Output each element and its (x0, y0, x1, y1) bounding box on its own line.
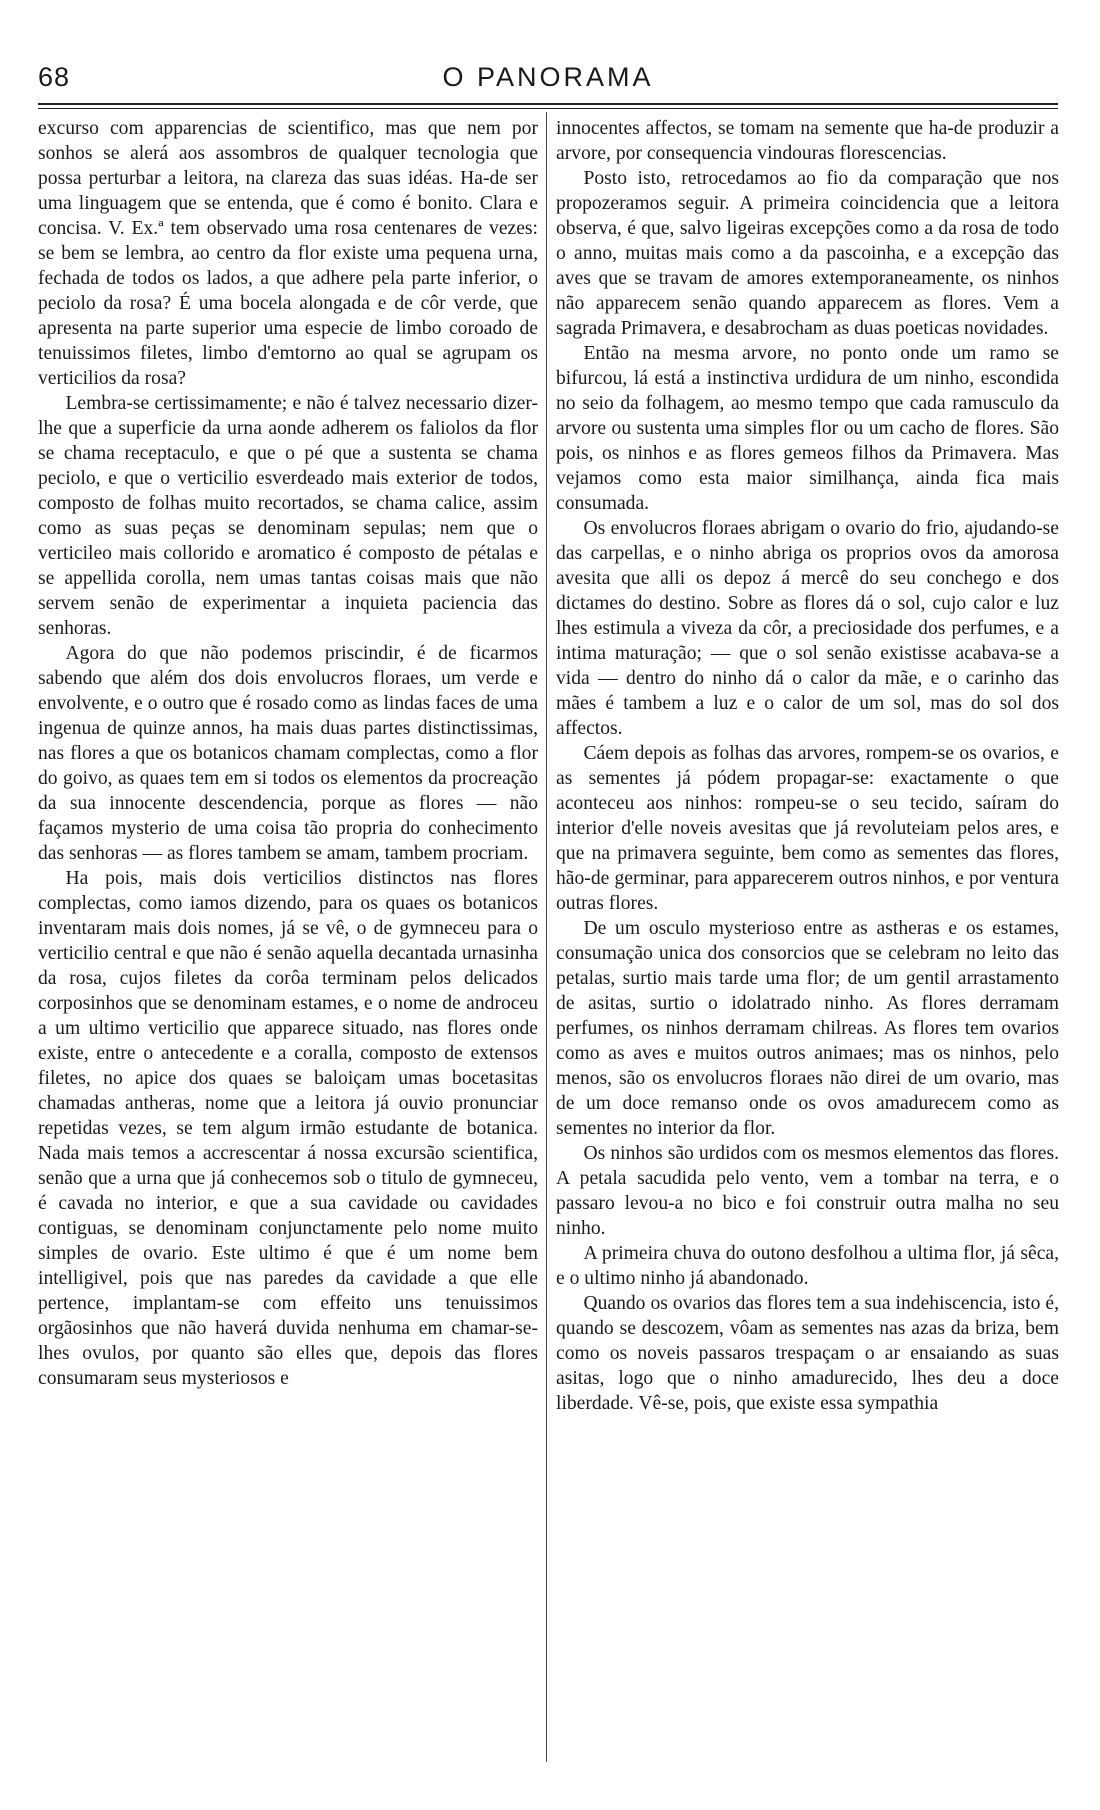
page-header (38, 62, 1058, 102)
right-paragraph-8: A primeira chuva do outono desfolhou a ultima flor, já sêca, e o ultimo ninho já abandonado. (556, 1243, 1059, 1289)
column-divider (546, 112, 547, 1762)
left-paragraph-3: Agora do que não podemos priscindir, é de ficarmos sabendo que além dos dois envolucros floraes, um verde e envolvente, e o outro que é rosado como as lindas faces de uma ingenua de quinze annos, ha mais duas partes distinctissimas, nas flores a que os botanicos chamam complectas, como a flor do goivo, as quaes tem em si todos os elementos da procreação da sua innocente descendencia, porque as flores — não façamos mysterio de uma coisa tão propria do conhecimento das senhoras — as flores tambem se amam, tambem procriam. (38, 643, 538, 864)
left-paragraph-4: Ha pois, mais dois verticilios distinctos nas flores complectas, como iamos dizendo, para os quaes os botanicos inventaram mais dois nomes, já se vê, o de gymneceu para o verticilio central e que não é senão aquella decantada urnasinha da rosa, cujos filetes da corôa terminam pelos delicados corposinhos que se denominam estames, e o nome de androceu a um ultimo verticilio que apparece situado, nas flores onde existe, entre o antecedente e a coralla, composto de extensos filetes, no apice dos quaes se baloiçam umas bocetasitas chamadas antheras, nome que a leitora já ouvio pronunciar repetidas vezes, se tem algum irmão estudante de botanica. Nada mais temos a accrescentar á nossa excursão scientifica, senão que a urna que já conhecemos sob o titulo de gymneceu, é cavada no interior, e que a sua cavidade ou cavidades contiguas, se denominam conjunctamente pelo nome muito simples de ovario. Este ultimo é que é um nome bem intelligivel, pois que nas paredes da cavidade a que elle pertence, implantam-se com effeito uns tenuissimos orgãosinhos que não haverá duvida nenhuma em chamar-se-lhes ovulos, por quanto são elles que, depois das flores consumaram seus mysteriosos e (38, 868, 538, 1389)
left-column (38, 116, 538, 1766)
right-paragraph-4: Os envolucros floraes abrigam o ovario do frio, ajudando-se das carpellas, e o ninho abriga os proprios ovos da amorosa avesita que alli os depoz á mercê do seu conchego e dos dictames do destino. Sobre as flores dá o sol, cujo calor e luz lhes estimula a viveza da côr, a preciosidade dos perfumes, e a intima maturação; — que o sol senão existisse acabava-se a vida — dentro do ninho dá o calor da mãe, e o carinho das mães é tambem a luz e o calor de um sol, mas do sol dos affectos. (556, 518, 1059, 739)
right-paragraph-2: Posto isto, retrocedamos ao fio da comparação que nos propozeramos seguir. A primeira coincidencia que a leitora observa, é que, salvo ligeiras excepções como a da rosa de todo o anno, muitas mais como a da pascoinha, e a excepção das aves que se travam de amores extemporaneamente, os ninhos não apparecem senão quando apparecem as flores. Vem a sagrada Primavera, e desabrocham as duas poeticas novidades. (556, 168, 1059, 339)
right-paragraph-3: Então na mesma arvore, no ponto onde um ramo se bifurcou, lá está a instinctiva urdidura de um ninho, escondida no seio da folhagem, ao mesmo tempo que cada ramusculo da arvore ou sustenta uma simples flor ou um cacho de flores. São pois, os ninhos e as flores gemeos filhos da Primavera. Mas vejamos como esta maior similhança, ainda fica mais consumada. (556, 343, 1059, 514)
header-rule (38, 103, 1058, 109)
left-paragraph-2: Lembra-se certissimamente; e não é talvez necessario dizer-lhe que a superficie da urna aonde adherem os faliolos da flor se chama receptaculo, e que o pé que a sustenta se chama peciolo, e que o verticilio esverdeado mais exterior de todos, composto de folhas muito recortados, se chama calice, assim como as suas peças se denominam sepulas; nem que o verticileo mais collorido e aromatico é composto de pétalas e se appellida corolla, nem umas tantas coisas mais que não servem senão de experimentar a inquieta paciencia das senhoras. (38, 393, 538, 639)
right-paragraph-6: De um osculo mysterioso entre as astheras e os estames, consumação unica dos consorcios que se celebram no leito das petalas, surtio mais tarde uma flor; de um gentil arrastamento de asitas, surtio o idolatrado ninho. As flores derramam perfumes, os ninhos derramam chilreas. As flores tem ovarios como as aves e muitos outros animaes; mas os ninhos, pelo menos, são os envolucros floraes não direi de um ovario, mas de um doce remanso onde os ovos amadurecem como as sementes no interior da flor. (556, 918, 1059, 1139)
right-paragraph-9: Quando os ovarios das flores tem a sua indehiscencia, isto é, quando se descozem, vôam as sementes nas azas da briza, bem como os noveis passaros trespaçam o ar ensaiando as suas asitas, logo que o ninho amadurecido, lhes deu a doce liberdade. Vê-se, pois, que existe essa sympathia (556, 1293, 1059, 1414)
right-paragraph-7: Os ninhos são urdidos com os mesmos elementos das flores. A petala sacudida pelo vento, vem a tombar na terra, e o passaro levou-a no bico e foi construir outra malha no seu ninho. (556, 1143, 1059, 1239)
right-column (556, 116, 1059, 1766)
page-number: 68 (38, 62, 71, 92)
right-paragraph-1: innocentes affectos, se tomam na semente que ha-de produzir a arvore, por consequencia vindouras florescencias. (556, 118, 1059, 164)
left-paragraph-1: excurso com apparencias de scientifico, mas que nem por sonhos se alerá aos assombros de qualquer tecnologia que possa perturbar a leitora, na clareza das suas idéas. Ha-de ser uma linguagem que se entenda, que é como é bonito. Clara e concisa. V. Ex.ª tem observado uma rosa centenares de vezes: se bem se lembra, ao centro da flor existe uma pequena urna, fechada de todos os lados, a que adhere pela parte inferior, o peciolo da rosa? É uma bocela alongada e de côr verde, que apresenta na parte superior uma especie de limbo coroado de tenuissimos filetes, limbo d'emtorno ao qual se agrupam os verticilios da rosa? (38, 118, 538, 389)
running-title: O PANORAMA (442, 62, 654, 92)
right-paragraph-5: Cáem depois as folhas das arvores, rompem-se os ovarios, e as sementes já pódem propagar-se: exactamente o que aconteceu aos ninhos: rompeu-se o seu tecido, saíram do interior d'elle noveis avesitas que já revoluteiam pelos ares, e que na primavera seguinte, bem como as sementes das flores, hão-de germinar, para apparecerem outros ninhos, e por ventura outras flores. (556, 743, 1059, 914)
